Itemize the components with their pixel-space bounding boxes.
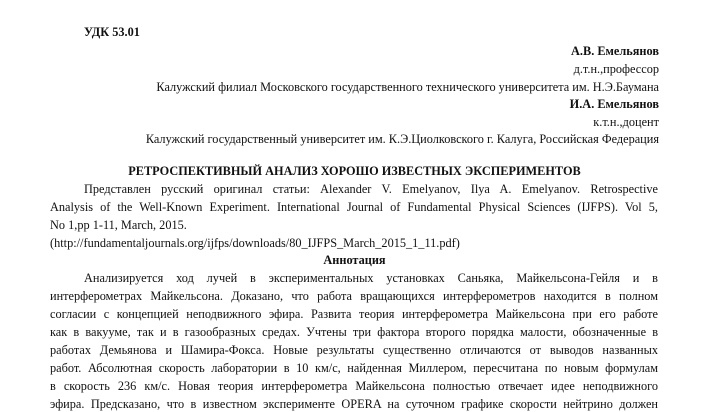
author-2-degree: к.т.н.,доцент — [593, 115, 659, 129]
author-2-name: И.А. Емельянов — [569, 97, 659, 111]
abstract-line: как в вакууме, так и в газообразных средах. Учтены три фактора второго порядка малости, обозначенные в — [50, 325, 658, 339]
author-1-degree: д.т.н.,профессор — [573, 62, 659, 76]
udk-code: УДК 53.01 — [84, 25, 140, 39]
source-note-line: Представлен русский оригинал статьи: Alexander V. Emelyanov, Ilya A. Emelyanov. Retrospective — [84, 182, 658, 196]
source-note-line: No 1,pp 1-11, March, 2015. — [50, 218, 187, 232]
author-2-affiliation: Калужский государственный университет им. К.Э.Циолковского г. Калуга, Российская Федерация — [145, 132, 659, 146]
abstract-line: согласии с концепцией неподвижного эфира. Развита теория интерферометра Майкельсона при его работе — [50, 307, 658, 321]
abstract-line: интерферометрах Майкельсона. Доказано, что работа вращающихся интерферометров находится в полном — [50, 289, 658, 303]
abstract-line: Анализируется ход лучей в экспериментальных установках Саньяка, Майкельсона-Гейля и в — [84, 271, 658, 285]
abstract-line: эфира. Предсказано, что в известном эксперименте OPERA на суточном графике скорости нейтрино должен — [50, 397, 658, 411]
abstract-line: работ. Абсолютная скорость лаборатории в 10 км/с, найденная Миллером, пересчитана по новым формулам — [50, 361, 658, 375]
paper-title: РЕТРОСПЕКТИВНЫЙ АНАЛИЗ ХОРОШО ИЗВЕСТНЫХ ЭКСПЕРИМЕНТОВ — [128, 164, 581, 178]
source-note-url: (http://fundamentaljournals.org/ijfps/downloads/80_IJFPS_March_2015_1_11.pdf) — [50, 236, 460, 250]
author-1-name: А.В. Емельянов — [571, 44, 659, 58]
author-1-affiliation: Калужский филиал Московского государственного технического университета им. Н.Э.Баумана — [156, 80, 659, 94]
abstract-line: в скорость 236 км/с. Новая теория интерферометра Майкельсона полностью отвечает идее неподвижного — [50, 379, 658, 393]
abstract-heading: Аннотация — [323, 253, 386, 267]
abstract-line: работах Демьянова и Шамира-Фокса. Новые результаты существенно отличаются от выводов названных — [50, 343, 658, 357]
source-note-line: Analysis of the Well-Known Experiment. International Journal of Fundamental Physical Sciences (IJFPS). Vol 5, — [50, 200, 658, 214]
